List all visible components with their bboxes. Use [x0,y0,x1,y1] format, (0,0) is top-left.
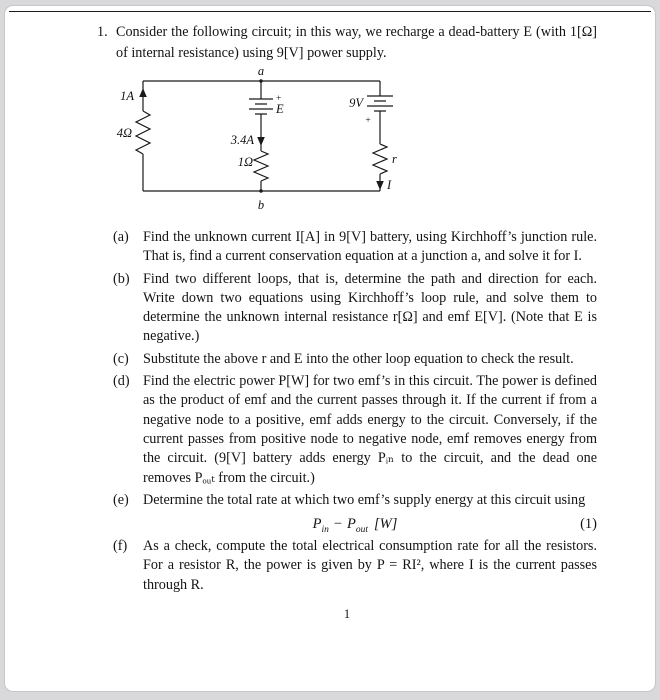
node-a-dot [259,79,262,82]
item-label-a: (a) [113,229,129,245]
circuit-diagram [103,66,423,216]
problem-item-e [97,491,597,510]
minus-operator: − [333,516,343,533]
document-content [5,12,655,691]
equation-unit: [W] [374,516,398,533]
current-1a-label: 1A [120,89,134,103]
supply-battery-plus: + [365,116,371,126]
node-b-label: b [257,198,265,212]
item-text-b: Find two different loops, that is, determine the path and direction for each. Write down two equations using Kirchhoff’s loop rule, and solve them to determine the unknown internal resistance r[Ω] and emf E[V]. (Note that E is negative.) [143,270,597,345]
node-b-dot [259,189,262,192]
problem-parts-list [97,228,597,595]
problem-statement [97,22,597,64]
item-label-d: (d) [113,373,130,390]
resistor-4ohm [136,111,150,154]
problem-item-d [97,372,597,488]
equation-expression [312,516,398,536]
item-text-c: Substitute the above r and E into the other loop equation to check the result. [143,350,574,367]
document-page [4,5,656,692]
equation-number: (1) [580,516,597,533]
item-text-d: Find the electric power P[W] for two emf’s in this circuit. The power is defined as the product of emf and the current passes through it. If the current if from a negative node to a positive, emf adds energy to the circuit. Conversely, if the current passes from positive node to negative node, emf removes energy from the circuit. (9[V] battery adds energy Pᵢₙ to the circuit, and the dead one removes Pₒᵤₜ from the circuit.) [143,373,597,486]
equation-p-out: P [347,516,356,533]
equation-sub-in: in [321,525,329,536]
page-number: 1 [343,607,351,622]
problem-item-f [97,537,597,595]
current-3-4a-label: 3.4A [230,133,254,147]
problem-item-a [97,228,597,267]
internal-resistance-label: r [392,152,397,166]
equation-sub-out: out [355,525,369,536]
resistor-4ohm-label: 4Ω [116,126,132,140]
current-i-arrow [376,181,384,190]
item-label-f: (f) [113,538,128,555]
resistor-1ohm-label: 1Ω [237,155,253,169]
item-text-e: Determine the total rate at which two emf’s supply energy at this circuit using [143,491,586,508]
item-text-a: Find the unknown current I[A] in 9[V] battery, using Kirchhoff’s junction rule. That is, find a current conservation equation at a junction a, and solve it for I. [143,229,597,265]
problem-item-b [97,270,597,347]
item-label-b: (b) [113,270,130,287]
current-1a-arrow [139,88,147,97]
problem-number: 1. [97,24,108,40]
equation-p-in: P [312,516,322,533]
item-text-f: As a check, compute the total electrical consumption rate for all the resistors. For a resistor R, the power is given by P = RI², where I is the current passes through R. [143,538,597,593]
current-3-4a-arrow [257,137,265,146]
item-label-c: (c) [113,350,129,367]
node-a-label: a [257,66,265,78]
equation-display [97,515,597,534]
item-label-e: (e) [113,491,129,508]
resistor-1ohm [254,151,268,181]
supply-voltage-label: 9V [349,96,363,110]
problem-intro-text: Consider the following circuit; in this way, we recharge a dead-battery E (with 1[Ω] of internal resistance) using 9[V] power supply. [116,24,597,61]
dead-battery-plus: + [276,94,282,104]
problem-item-c [97,350,597,369]
current-i-label: I [387,178,392,192]
dead-battery-label: E [276,102,284,116]
resistor-r [373,144,387,174]
